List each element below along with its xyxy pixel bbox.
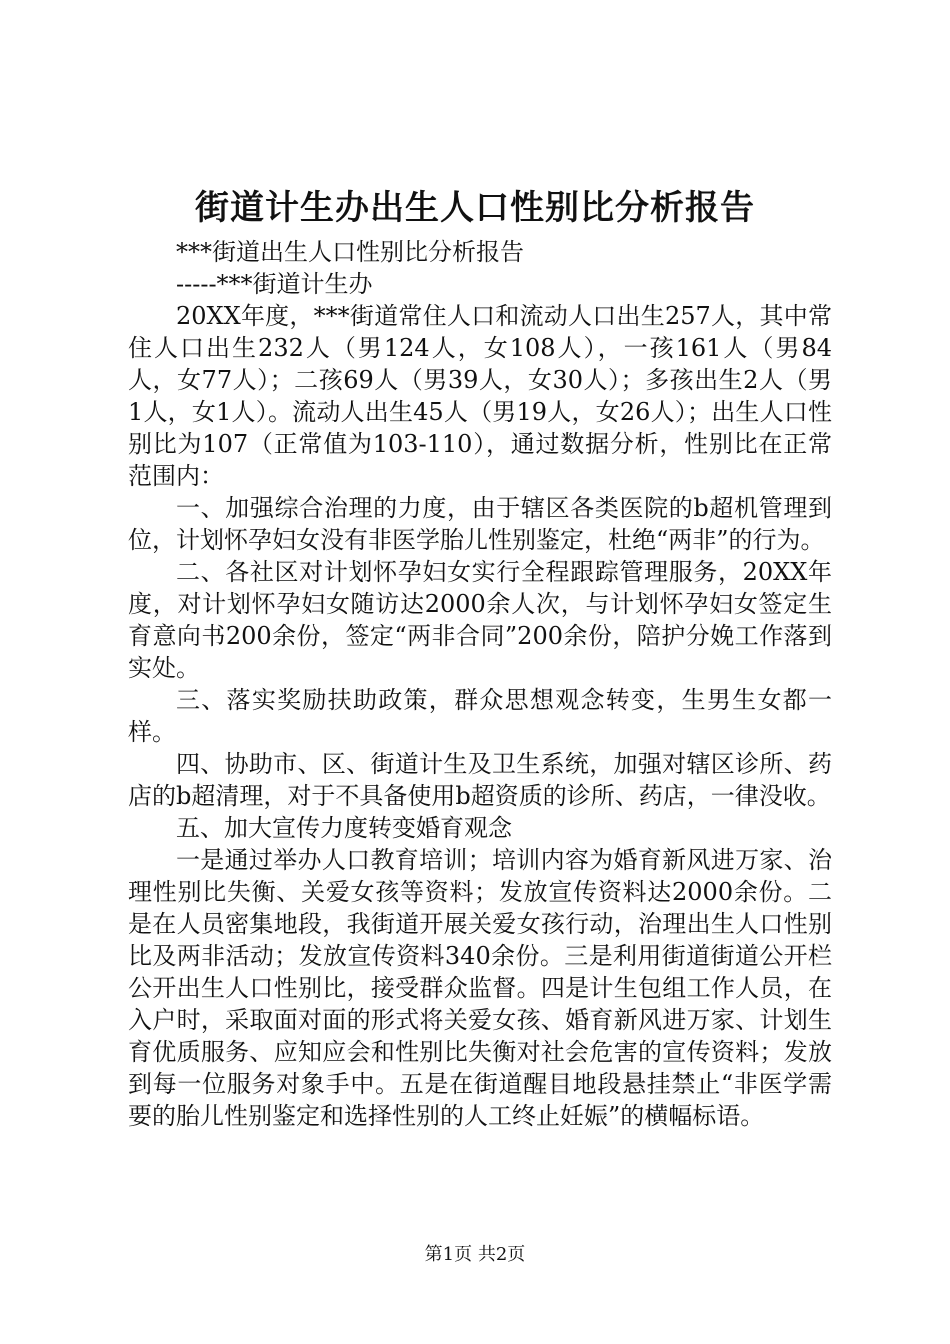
- author-line: -----***街道计生办: [176, 270, 373, 298]
- page-footer: 第1页 共2页: [424, 1244, 526, 1265]
- document-title: 街道计生办出生人口性别比分析报告: [195, 188, 755, 228]
- document-body: [128, 236, 832, 1132]
- item-paragraph: 二、各社区对计划怀孕妇女实行全程跟踪管理服务，20XX年度，对计划怀孕妇女随访达2000余人次，与计划怀孕妇女签定生育意向书200余份，签定“两非合同”200余份，陪护分娩工作落到实处。: [128, 558, 832, 682]
- section-heading: 五、加大宣传力度转变婚育观念: [176, 814, 512, 842]
- summary-paragraph: 20XX年度，***街道常住人口和流动人口出生257人，其中常住人口出生232人（男124人，女108人），一孩161人（男84人，女77人）；二孩69人（男39人，女30人）；多孩出生2人（男1人，女1人）。流动人出生45人（男19人，女26人）；出生人口性别比为107（正常值为103-110），通过数据分析，性别比在正常范围内：: [128, 302, 832, 490]
- item-paragraph: 三、落实奖励扶助政策，群众思想观念转变，生男生女都一样。: [128, 686, 832, 746]
- subtitle-paragraph: ***街道出生人口性别比分析报告: [176, 238, 524, 266]
- detail-paragraph: 一是通过举办人口教育培训；培训内容为婚育新风进万家、治理性别比失衡、关爱女孩等资料；发放宣传资料达2000余份。二是在人员密集地段，我街道开展关爱女孩行动，治理出生人口性别比及两非活动；发放宣传资料340余份。三是利用街道街道公开栏公开出生人口性别比，接受群众监督。四是计生包组工作人员，在入户时，采取面对面的形式将关爱女孩、婚育新风进万家、计划生育优质服务、应知应会和性别比失衡对社会危害的宣传资料；发放到每一位服务对象手中。五是在街道醒目地段悬挂禁止“非医学需要的胎儿性别鉴定和选择性别的人工终止妊娠”的横幅标语。: [128, 846, 832, 1130]
- item-paragraph: 四、协助市、区、街道计生及卫生系统，加强对辖区诊所、药店的b超清理，对于不具备使用b超资质的诊所、药店，一律没收。: [128, 750, 832, 810]
- item-paragraph: 一、加强综合治理的力度，由于辖区各类医院的b超机管理到位，计划怀孕妇女没有非医学胎儿性别鉴定，杜绝“两非”的行为。: [128, 494, 832, 554]
